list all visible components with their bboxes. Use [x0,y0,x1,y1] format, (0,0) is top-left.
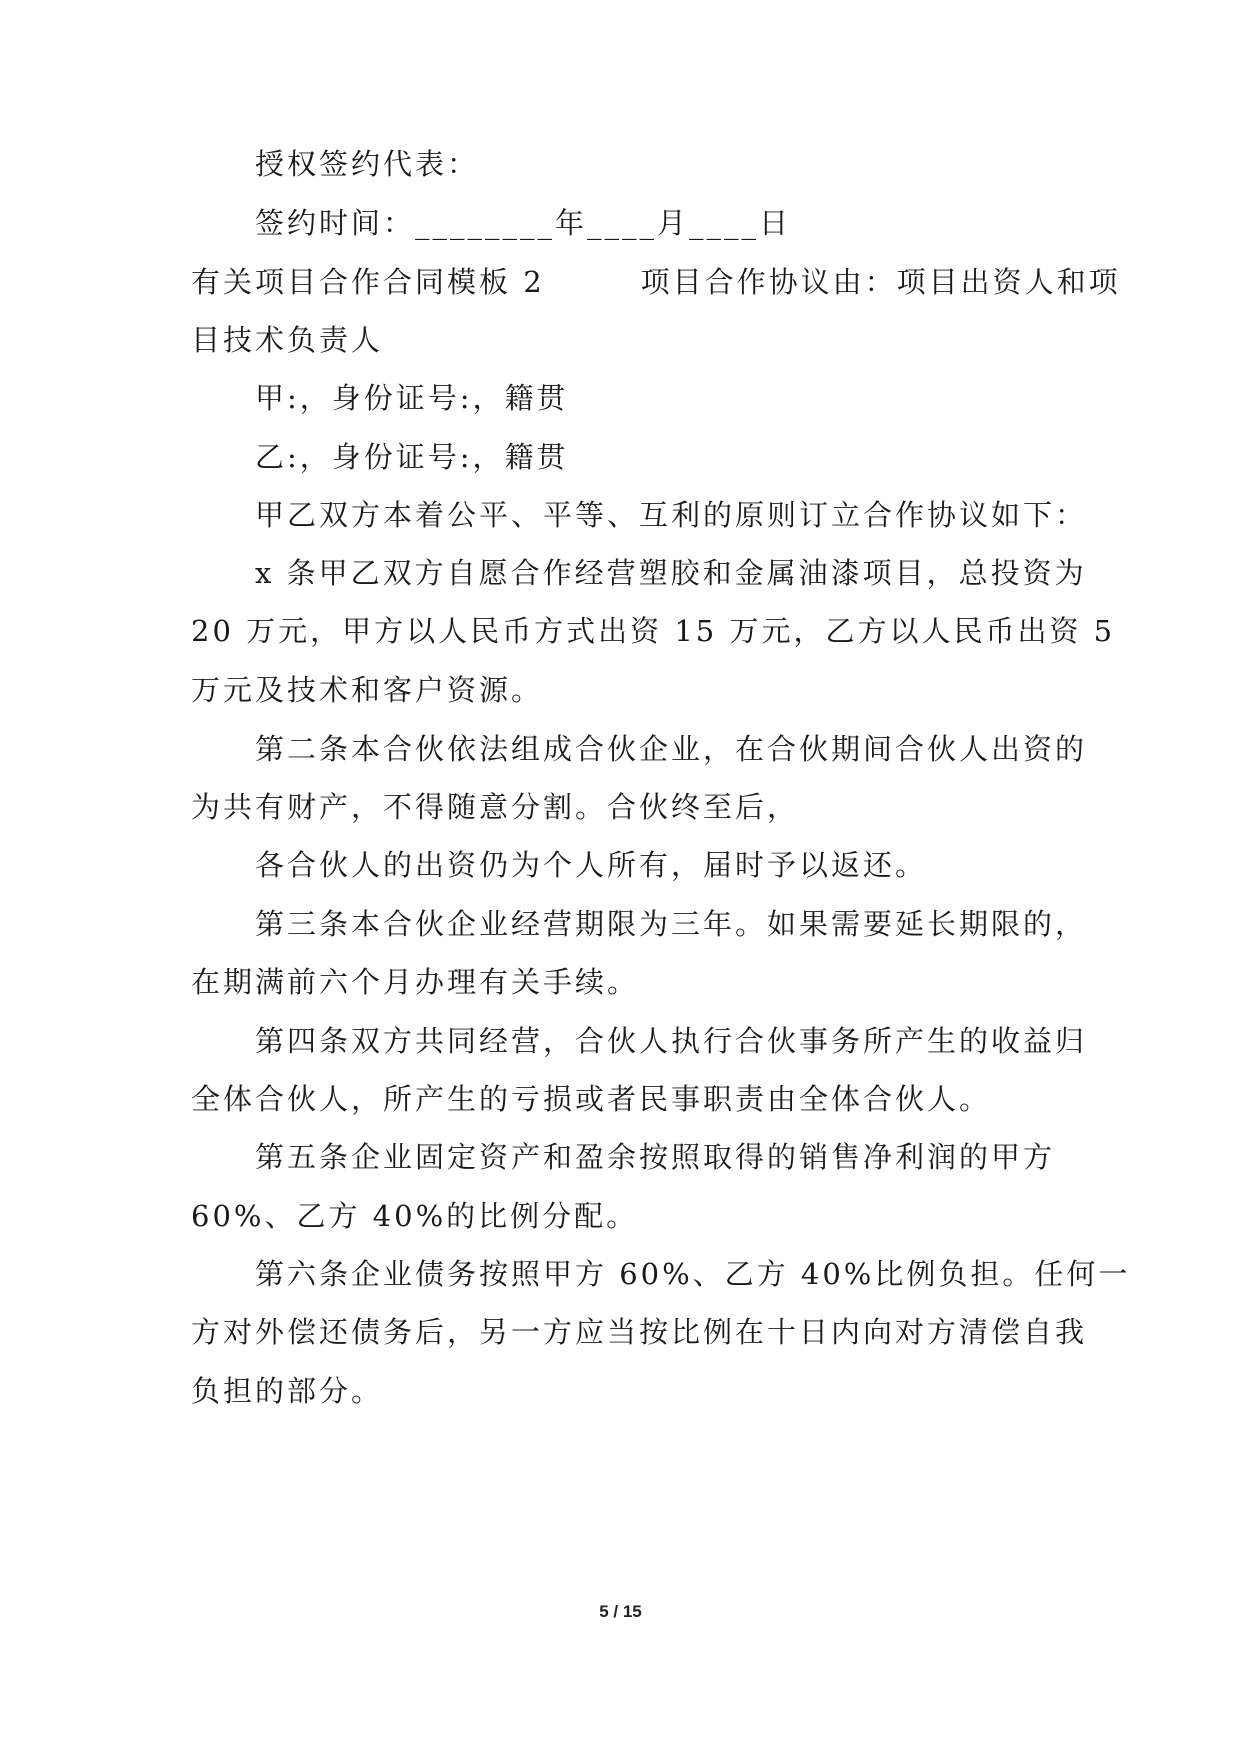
text-line: 在期满前六个月办理有关手续。 [191,965,640,999]
text-line: 方对外偿还债务后，另一方应当按比例在十日内向对方清偿自我 [191,1315,1088,1349]
text-line: 第二条本合伙依法组成合伙企业，在合伙期间合伙人出资的 [255,732,1088,766]
text-line: x 条甲乙双方自愿合作经营塑胶和金属油漆项目，总投资为 [255,556,1087,590]
section-heading: 有关项目合作合同模板 2 项目合作协议由：项目出资人和项 [191,265,1121,299]
page-number: 5 / 15 [599,1602,642,1621]
text-line: 60%、乙方 40%的比例分配。 [191,1199,639,1233]
text-line: 乙:，身份证号:，籍贯 [255,440,569,474]
text-line: 甲:，身份证号:，籍贯 [255,381,569,415]
text-line: 为共有财产，不得随意分割。合伙终至后， [191,790,800,824]
text-line: 第六条企业债务按照甲方 60%、乙方 40%比例负担。任何一 [255,1257,1131,1291]
text-line: 签约时间：________年____月____日 [255,206,792,240]
text-line: 甲乙双方本着公平、平等、互利的原则订立合作协议如下： [255,498,1088,532]
text-line: 第四条双方共同经营，合伙人执行合伙事务所产生的收益归 [255,1024,1088,1058]
text-line: 负担的部分。 [191,1374,384,1408]
text-line: 第三条本合伙企业经营期限为三年。如果需要延长期限的， [255,907,1088,941]
text-line: 目技术负责人 [191,323,384,357]
text-line: 万元及技术和客户资源。 [191,673,544,707]
text-line: 20 万元，甲方以人民币方式出资 15 万元，乙方以人民币出资 5 [191,614,1116,648]
text-line: 全体合伙人，所产生的亏损或者民事职责由全体合伙人。 [191,1082,992,1116]
text-line: 授权签约代表： [255,147,480,181]
text-line: 第五条企业固定资产和盈余按照取得的销售净利润的甲方 [255,1140,1056,1174]
text-line: 各合伙人的出资仍为个人所有，届时予以返还。 [255,848,928,882]
